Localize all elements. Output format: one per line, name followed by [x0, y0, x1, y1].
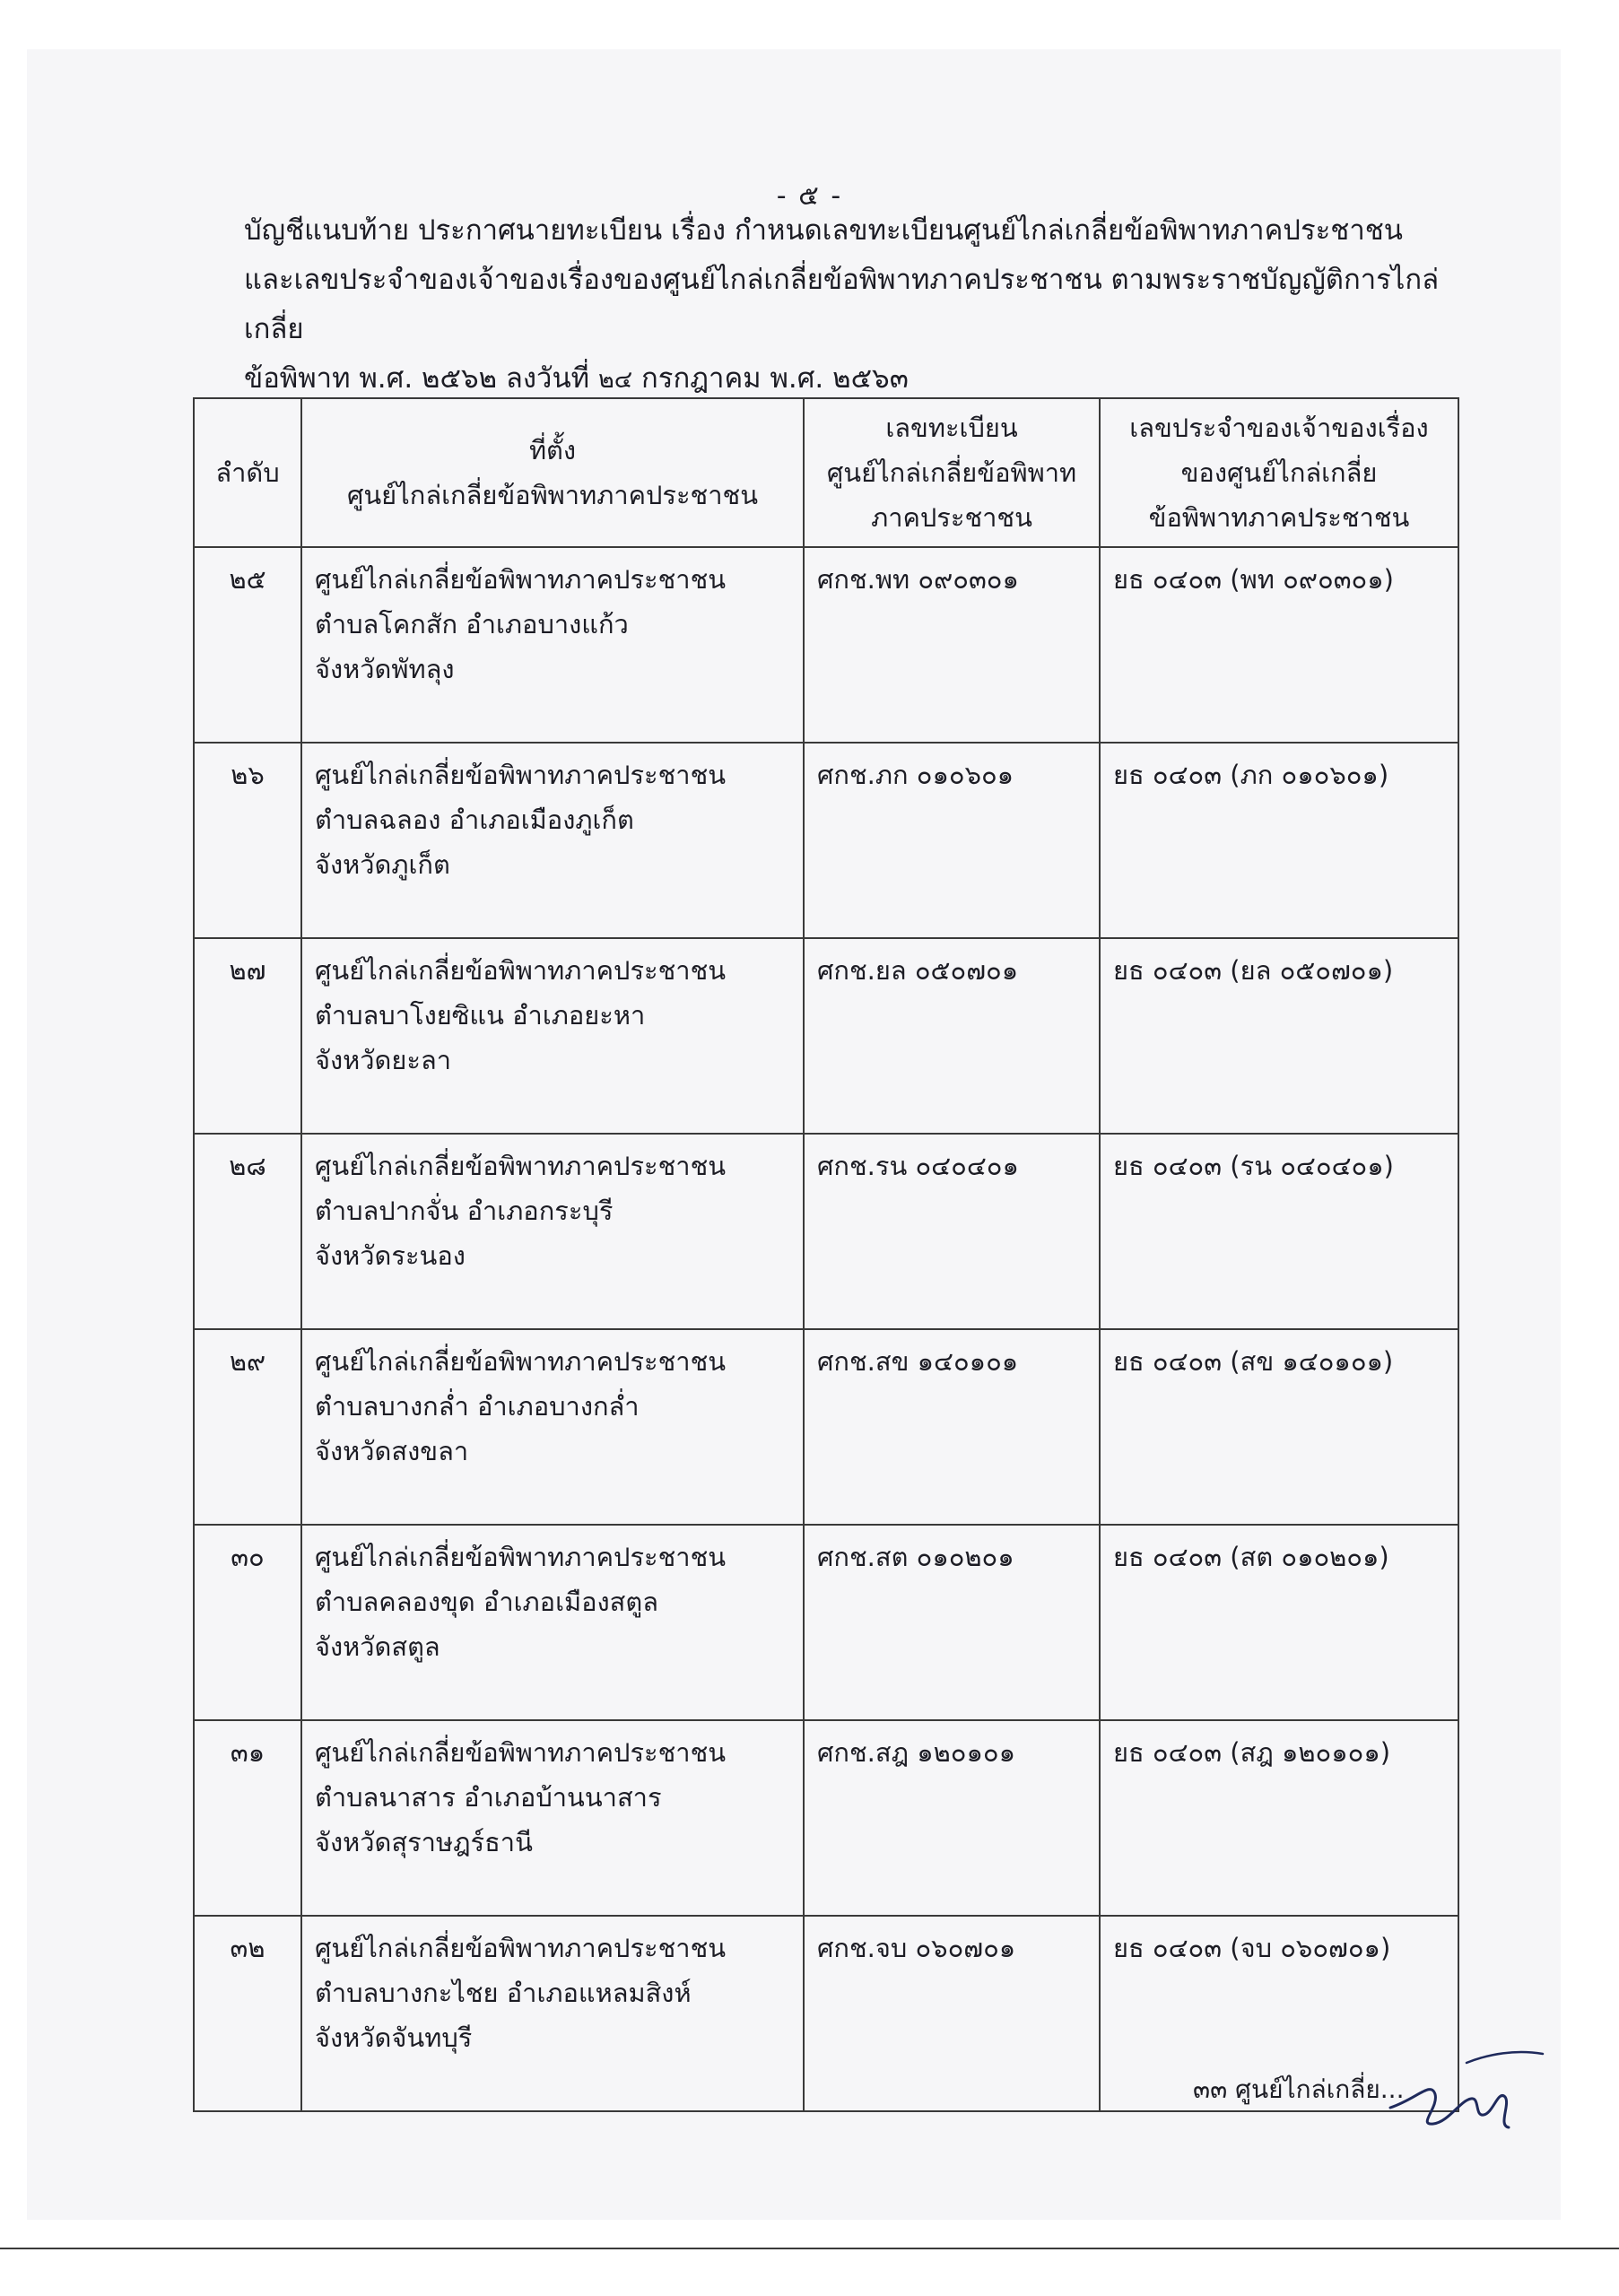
row-location: [301, 743, 804, 938]
row-number: ๓๑: [194, 1720, 301, 1916]
location-line: ศูนย์ไกล่เกลี่ยข้อพิพาทภาคประชาชน: [315, 1346, 727, 1377]
location-line: ตำบลคลองขุด อำเภอเมืองสตูล: [315, 1587, 658, 1617]
location-line: ตำบลฉลอง อำเภอเมืองภูเก็ต: [315, 804, 634, 835]
row-owner-number: ยธ ๐๔๐๓ (ภก ๐๑๐๖๐๑): [1100, 743, 1458, 938]
heading-line-1: บัญชีแนบท้าย ประกาศนายทะเบียน เรื่อง กำหนดเลขทะเบียนศูนย์ไกล่เกลี่ยข้อพิพาทภาคประชาชน: [244, 214, 1403, 247]
location-line: จังหวัดสุราษฎร์ธานี: [315, 1827, 533, 1857]
row-location: [301, 1916, 804, 2111]
location-line: จังหวัดสงขลา: [315, 1436, 469, 1466]
location-line: ตำบลบางกะไชย อำเภอแหลมสิงห์: [315, 1978, 692, 2008]
registry-table: [193, 397, 1459, 2112]
heading-line-3-prefix: ข้อพิพาท พ.ศ. ๒๕๖๒ ลงวันที่: [244, 362, 590, 395]
row-number: ๒๖: [194, 743, 301, 938]
row-number: ๒๕: [194, 547, 301, 743]
row-registration-number: ศกช.จบ ๐๖๐๗๐๑: [804, 1916, 1100, 2111]
table-header-row: [194, 398, 1458, 547]
row-location: [301, 938, 804, 1134]
location-line: ตำบลบาโงยซิแน อำเภอยะหา: [315, 1000, 646, 1031]
row-location: [301, 1329, 804, 1525]
row-registration-number: ศกช.ยล ๐๕๐๗๐๑: [804, 938, 1100, 1134]
header-registration: เลขทะเบียน ศูนย์ไกล่เกลี่ยข้อพิพาท ภาคประชาชน: [804, 398, 1100, 547]
location-line: ศูนย์ไกล่เกลี่ยข้อพิพาทภาคประชาชน: [315, 955, 727, 986]
location-line: จังหวัดยะลา: [315, 1045, 452, 1075]
row-owner-number: ยธ ๐๔๐๓ (สต ๐๑๐๒๐๑): [1100, 1525, 1458, 1720]
header-location: ที่ตั้ง ศูนย์ไกล่เกลี่ยข้อพิพาทภาคประชาชน: [301, 398, 804, 547]
table-row: [194, 1720, 1458, 1916]
heading-date-day: ๒๔: [597, 366, 633, 394]
table-row: [194, 1525, 1458, 1720]
row-owner-number: ยธ ๐๔๐๓ (สฎ ๑๒๐๑๐๑): [1100, 1720, 1458, 1916]
row-location: [301, 1134, 804, 1329]
table-row: [194, 938, 1458, 1134]
location-line: ศูนย์ไกล่เกลี่ยข้อพิพาทภาคประชาชน: [315, 564, 727, 595]
location-line: ตำบลนาสาร อำเภอบ้านนาสาร: [315, 1782, 662, 1813]
location-line: จังหวัดสตูล: [315, 1631, 440, 1662]
row-registration-number: ศกช.พท ๐๙๐๓๐๑: [804, 547, 1100, 743]
row-owner-number: ยธ ๐๔๐๓ (พท ๐๙๐๓๐๑): [1100, 547, 1458, 743]
table-row: [194, 547, 1458, 743]
row-owner-number: ยธ ๐๔๐๓ (ยล ๐๕๐๗๐๑): [1100, 938, 1458, 1134]
heading-line-2: และเลขประจำของเจ้าของเรื่องของศูนย์ไกล่เกลี่ยข้อพิพาทภาคประชาชน ตามพระราชบัญญัติการไกล่เกลี่ย: [244, 264, 1440, 345]
row-owner-number: ยธ ๐๔๐๓ (สข ๑๔๐๑๐๑): [1100, 1329, 1458, 1525]
table-row: [194, 743, 1458, 938]
location-line: จังหวัดพัทลุง: [315, 654, 455, 684]
location-line: ศูนย์ไกล่เกลี่ยข้อพิพาทภาคประชาชน: [315, 1933, 727, 1963]
row-number: ๒๘: [194, 1134, 301, 1329]
row-number: ๓๒: [194, 1916, 301, 2111]
location-line: จังหวัดจันทบุรี: [315, 2022, 473, 2053]
row-location: [301, 1720, 804, 1916]
row-registration-number: ศกช.ภก ๐๑๐๖๐๑: [804, 743, 1100, 938]
heading-line-3-suffix: กรกฎาคม พ.ศ. ๒๕๖๓: [641, 362, 909, 395]
location-line: ศูนย์ไกล่เกลี่ยข้อพิพาทภาคประชาชน: [315, 760, 727, 790]
location-line: จังหวัดภูเก็ต: [315, 849, 450, 880]
row-location: [301, 547, 804, 743]
row-number: ๒๗: [194, 938, 301, 1134]
location-line: ตำบลปากจั่น อำเภอกระบุรี: [315, 1196, 614, 1226]
row-number: ๓๐: [194, 1525, 301, 1720]
bottom-rule: [0, 2248, 1619, 2249]
page-number: - ๕ -: [776, 180, 843, 212]
document-heading: [244, 206, 1441, 404]
row-registration-number: ศกช.รน ๐๔๐๔๐๑: [804, 1134, 1100, 1329]
row-registration-number: ศกช.สต ๐๑๐๒๐๑: [804, 1525, 1100, 1720]
row-location: [301, 1525, 804, 1720]
location-line: จังหวัดระนอง: [315, 1240, 466, 1271]
location-line: ตำบลโคกสัก อำเภอบางแก้ว: [315, 609, 629, 639]
handwritten-signature: [1381, 2045, 1552, 2144]
table-row: [194, 1134, 1458, 1329]
row-registration-number: ศกช.สฎ ๑๒๐๑๐๑: [804, 1720, 1100, 1916]
continuation-note: ๓๓ ศูนย์ไกล่เกลี่ย...: [1193, 2074, 1405, 2104]
row-owner-number: ยธ ๐๔๐๓ (รน ๐๔๐๔๐๑): [1100, 1134, 1458, 1329]
location-line: ศูนย์ไกล่เกลี่ยข้อพิพาทภาคประชาชน: [315, 1737, 727, 1768]
header-no: ลำดับ: [194, 398, 301, 547]
header-owner-number: เลขประจำของเจ้าของเรื่อง ของศูนย์ไกล่เกลี่ย ข้อพิพาทภาคประชาชน: [1100, 398, 1458, 547]
row-number: ๒๙: [194, 1329, 301, 1525]
location-line: ตำบลบางกล่ำ อำเภอบางกล่ำ: [315, 1391, 640, 1422]
row-owner-number: ยธ ๐๔๐๓ (จบ ๐๖๐๗๐๑): [1100, 1916, 1458, 2111]
table-row: [194, 1329, 1458, 1525]
location-line: ศูนย์ไกล่เกลี่ยข้อพิพาทภาคประชาชน: [315, 1151, 727, 1181]
location-line: ศูนย์ไกล่เกลี่ยข้อพิพาทภาคประชาชน: [315, 1542, 727, 1572]
row-registration-number: ศกช.สข ๑๔๐๑๐๑: [804, 1329, 1100, 1525]
